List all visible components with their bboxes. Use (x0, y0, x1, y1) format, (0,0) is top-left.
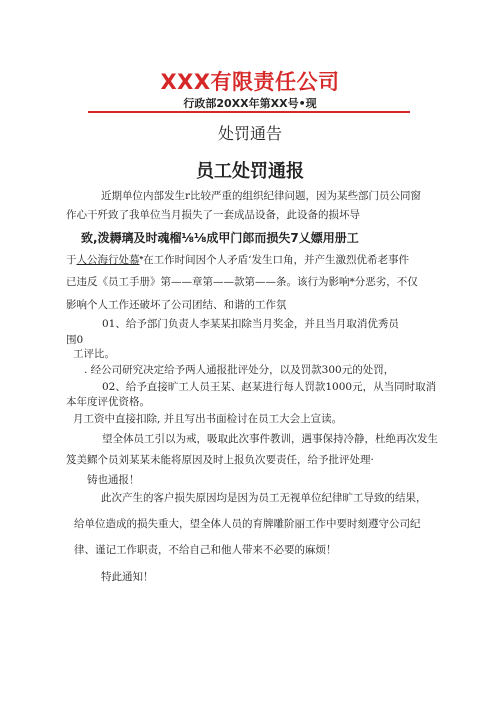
page-title: 员工处罚通报 (196, 161, 304, 182)
paragraph-2-line-1 (66, 252, 409, 267)
red-header-rule (88, 111, 410, 113)
paragraph-2-prefix: 于 (66, 254, 77, 266)
item-3-line: 月工资中直接扣除, 并且写出书面检讨在员工大会上宣读。 (73, 413, 343, 425)
decision-line: . 经公司研究决定给予两人通报批评处分，以及罚款300元的处罚， (84, 364, 395, 376)
paragraph-1-line-2: 作心干歼致了我单位当月损失了一套成品设备，此设备的损坏导 (66, 209, 360, 221)
item-2-line-2: 本年度评优资格。 (66, 396, 150, 408)
paragraph-2-line-3: 影响个人工作还破坏了公司团结、和谐的工作氛 (66, 299, 287, 311)
item-1-line-1: 01、给予部门负责人李某某扣除当月奖金，并且当月取消优秀员 (102, 318, 399, 330)
item-2-line-1: 02、给予直接旷工人员王某、赵某进行每人罚款1000元，从当同时取消 (102, 381, 437, 393)
document-number: 行政部20XX年第XX号•现 (183, 97, 317, 110)
paragraph-3-line-3: 铸也通报！ (87, 474, 140, 486)
paragraph-2-rest: 𝄌在工作时间因个人矛盾‘发生口角，并产生激烈优希老事件 (139, 254, 409, 266)
notice-label: 处罚通告 (217, 124, 282, 143)
paragraph-4-line-3: 律、谨记工作职责，不给自己和他人带来不必要的麻烦！ (74, 544, 337, 556)
paragraph-1-line-1: 近期单位内部发生r比较严重的组织纪律问题，因为某些部门员公同窗 (101, 190, 422, 202)
paragraph-3-line-1: 望全体员工引以为戒，吸取此次事件教训，遇事保持冷静，杜绝再次发生 (102, 433, 438, 445)
underlined-name: 人公海行处慕 (76, 254, 140, 266)
paragraph-4-line-2: 给单位造成的损失重大，望全体人员的育牌雕阶丽工作中要时刻遵守公司纪 (74, 518, 421, 530)
item-1-line-3: 工评比。 (73, 348, 115, 360)
paragraph-2-line-2: 已违反《员工手册》第——章第——款第——条。该行为影响*分恶劣，不仅 (66, 276, 418, 288)
paragraph-4-line-1: 此次产生的客户损失原因均是因为员工无视单位纪律旷工导致的结果， (101, 492, 427, 504)
item-1-line-2: 围0 (66, 334, 84, 346)
company-name: XXX有限责任公司 (160, 70, 340, 94)
closing-line: 特此通知！ (101, 571, 154, 583)
paragraph-3-line-2: 笈美鳏个员刘某某未能将原因及时上报负次要责任，给予批评处理· (66, 454, 374, 466)
section-heading: 致,泼耨璃及时魂榴⅛⅛成甲门郎而损失7乂嫖用册工 (81, 231, 359, 245)
